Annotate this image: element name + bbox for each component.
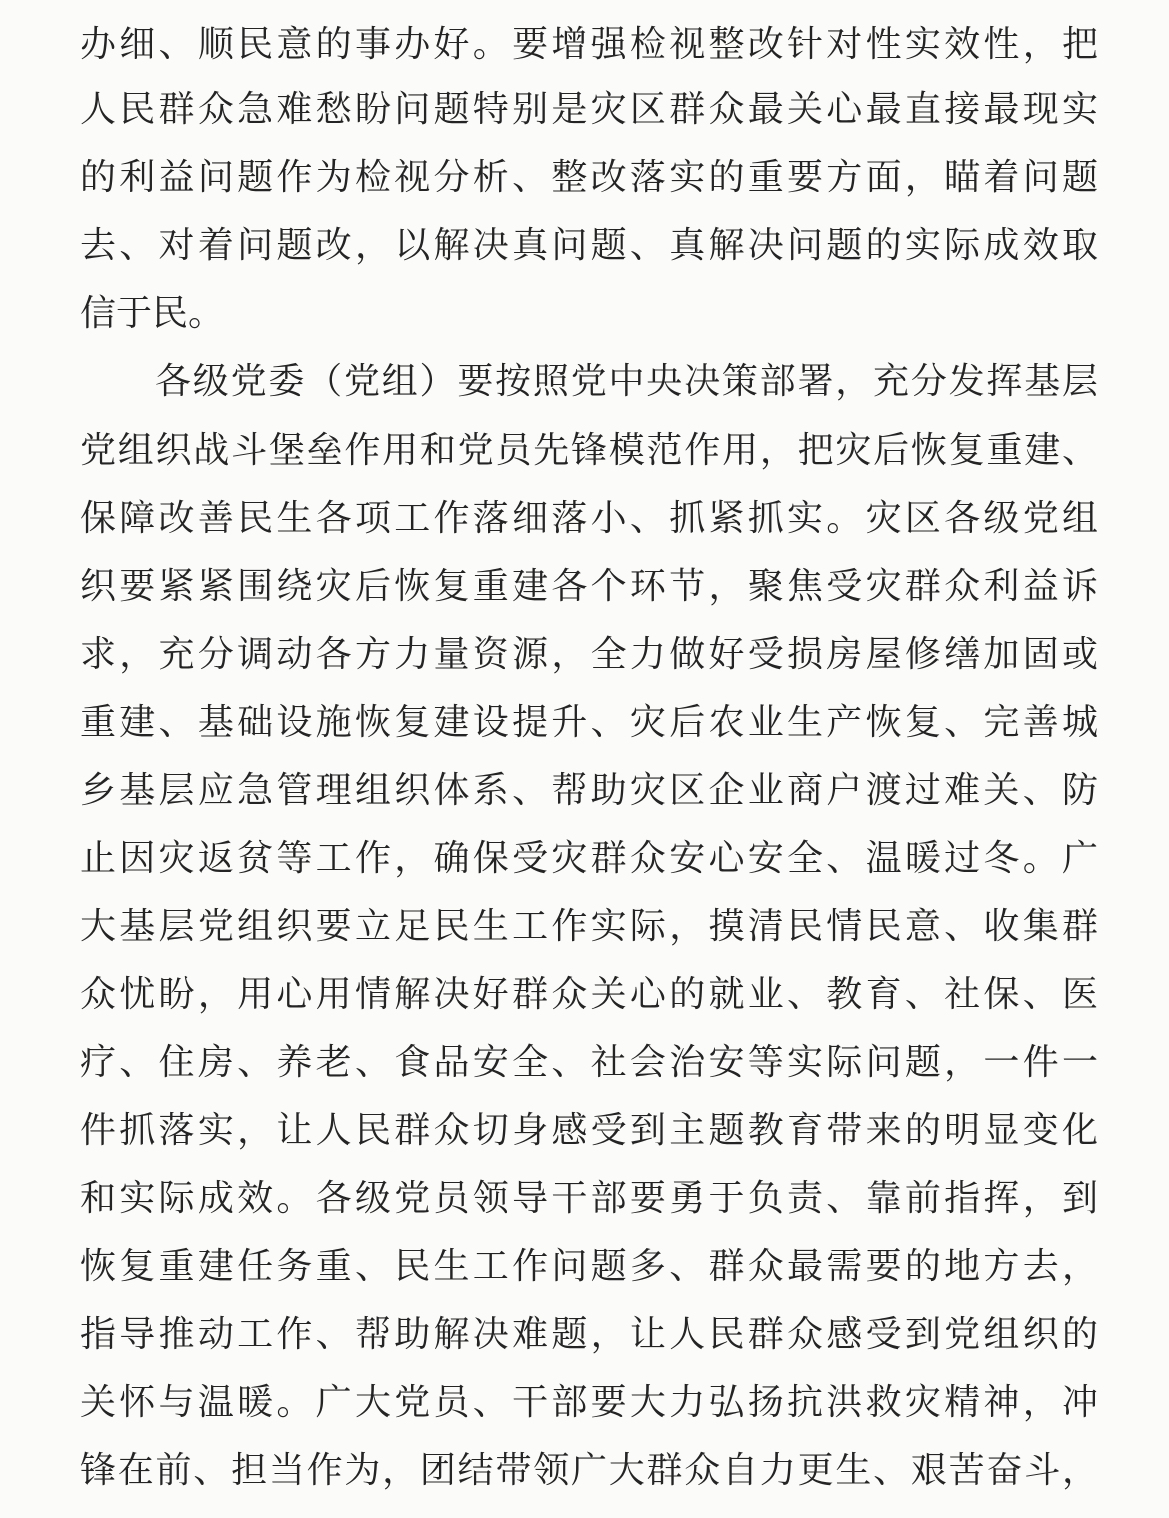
paragraph-1-line-5: 信于民。 — [80, 293, 225, 334]
paragraph-2-line-10: 众忧盼，用心用情解决好群众关心的就业、教育、社保、医 — [80, 974, 1098, 1015]
paragraph-2-line-9: 大基层党组织要立足民生工作实际，摸清民情民意、收集群 — [80, 906, 1098, 947]
paragraph-2-line-12: 件抓落实，让人民群众切身感受到主题教育带来的明显变化 — [80, 1110, 1098, 1151]
paragraph-2-line-5: 求，充分调动各方力量资源，全力做好受损房屋修缮加固或 — [80, 634, 1098, 675]
paragraph-2-line-3: 保障改善民生各项工作落细落小、抓紧抓实。灾区各级党组 — [80, 498, 1098, 539]
paragraph-1-line-4: 去、对着问题改，以解决真问题、真解决问题的实际成效取 — [80, 225, 1098, 266]
paragraph-2-line-8: 止因灾返贫等工作，确保受灾群众安心安全、温暖过冬。广 — [80, 838, 1098, 879]
paragraph-2-line-11: 疗、住房、养老、食品安全、社会治安等实际问题，一件一 — [80, 1042, 1098, 1083]
paragraph-2-line-13: 和实际成效。各级党员领导干部要勇于负责、靠前指挥，到 — [80, 1178, 1098, 1219]
paragraph-2-line-4: 织要紧紧围绕灾后恢复重建各个环节，聚焦受灾群众利益诉 — [80, 566, 1098, 607]
paragraph-2-line-2: 党组织战斗堡垒作用和党员先锋模范作用，把灾后恢复重建、 — [80, 430, 1098, 471]
paragraph-1-line-1: 办细、顺民意的事办好。要增强检视整改针对性实效性，把 — [80, 24, 1098, 65]
paragraph-2-line-14: 恢复重建任务重、民生工作问题多、群众最需要的地方去， — [80, 1246, 1098, 1287]
paragraph-2-line-6: 重建、基础设施恢复建设提升、灾后农业生产恢复、完善城 — [80, 702, 1098, 743]
paragraph-2-line-15: 指导推动工作、帮助解决难题，让人民群众感受到党组织的 — [80, 1314, 1098, 1355]
paragraph-1-line-2: 人民群众急难愁盼问题特别是灾区群众最关心最直接最现实 — [80, 89, 1098, 130]
paragraph-2-line-17: 锋在前、担当作为，团结带领广大群众自力更生、艰苦奋斗， — [80, 1450, 1098, 1491]
paragraph-2-line-1: 各级党委（党组）要按照党中央决策部署，充分发挥基层 — [155, 361, 1098, 402]
paragraph-2-line-7: 乡基层应急管理组织体系、帮助灾区企业商户渡过难关、防 — [80, 770, 1098, 811]
paragraph-2-line-16: 关怀与温暖。广大党员、干部要大力弘扬抗洪救灾精神，冲 — [80, 1382, 1098, 1423]
paragraph-1-line-3: 的利益问题作为检视分析、整改落实的重要方面，瞄着问题 — [80, 157, 1098, 198]
